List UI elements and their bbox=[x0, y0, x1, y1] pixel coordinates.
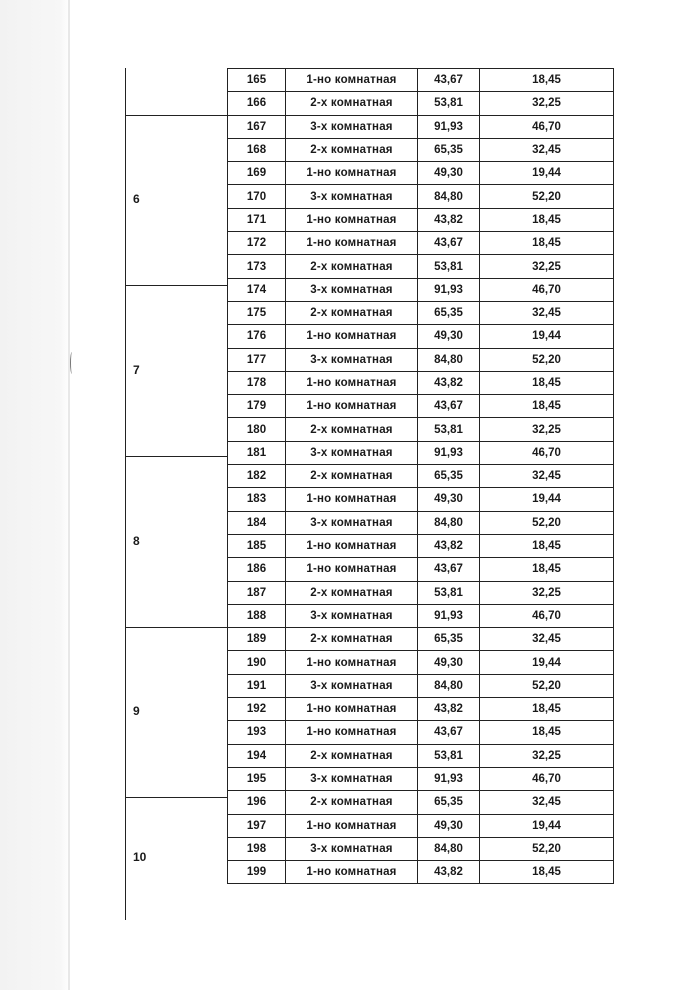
apartment-number-cell: 170 bbox=[228, 185, 286, 208]
room-type-cell: 1-но комнатная bbox=[286, 651, 418, 674]
total-area-cell: 43,82 bbox=[418, 534, 480, 557]
total-area-cell: 65,35 bbox=[418, 301, 480, 324]
living-area-cell: 32,25 bbox=[480, 92, 614, 115]
total-area-cell: 49,30 bbox=[418, 651, 480, 674]
table-row bbox=[228, 395, 614, 418]
room-type-cell: 2-х комнатная bbox=[286, 92, 418, 115]
total-area-cell: 53,81 bbox=[418, 744, 480, 767]
living-area-cell: 52,20 bbox=[480, 511, 614, 534]
apartment-number-cell: 179 bbox=[228, 395, 286, 418]
living-area-cell: 46,70 bbox=[480, 767, 614, 790]
living-area-cell: 19,44 bbox=[480, 325, 614, 348]
table-row bbox=[228, 185, 614, 208]
room-type-cell: 3-х комнатная bbox=[286, 185, 418, 208]
room-type-cell: 1-но комнатная bbox=[286, 861, 418, 884]
living-area-cell: 52,20 bbox=[480, 674, 614, 697]
apartment-number-cell: 193 bbox=[228, 721, 286, 744]
room-type-cell: 2-х комнатная bbox=[286, 418, 418, 441]
living-area-cell: 32,25 bbox=[480, 418, 614, 441]
table-row bbox=[228, 255, 614, 278]
room-type-cell: 1-но комнатная bbox=[286, 69, 418, 92]
living-area-cell: 52,20 bbox=[480, 837, 614, 860]
floor-label-8: 8 bbox=[133, 534, 140, 548]
floor-separator bbox=[125, 797, 227, 798]
table-row bbox=[228, 69, 614, 92]
table-row bbox=[228, 441, 614, 464]
apartment-number-cell: 198 bbox=[228, 837, 286, 860]
apartment-number-cell: 169 bbox=[228, 162, 286, 185]
apartment-number-cell: 166 bbox=[228, 92, 286, 115]
table-row bbox=[228, 628, 614, 651]
total-area-cell: 43,67 bbox=[418, 395, 480, 418]
table-row bbox=[228, 301, 614, 324]
floor-label-6: 6 bbox=[133, 192, 140, 206]
table-row bbox=[228, 721, 614, 744]
table-row bbox=[228, 767, 614, 790]
table-row bbox=[228, 814, 614, 837]
apartment-number-cell: 194 bbox=[228, 744, 286, 767]
page-crease bbox=[68, 0, 70, 990]
room-type-cell: 1-но комнатная bbox=[286, 534, 418, 557]
total-area-cell: 65,35 bbox=[418, 791, 480, 814]
living-area-cell: 18,45 bbox=[480, 558, 614, 581]
room-type-cell: 3-х комнатная bbox=[286, 837, 418, 860]
total-area-cell: 49,30 bbox=[418, 488, 480, 511]
apartment-number-cell: 183 bbox=[228, 488, 286, 511]
room-type-cell: 1-но комнатная bbox=[286, 558, 418, 581]
room-type-cell: 3-х комнатная bbox=[286, 278, 418, 301]
apartment-number-cell: 168 bbox=[228, 138, 286, 161]
living-area-cell: 32,45 bbox=[480, 628, 614, 651]
living-area-cell: 32,45 bbox=[480, 301, 614, 324]
total-area-cell: 53,81 bbox=[418, 92, 480, 115]
total-area-cell: 43,82 bbox=[418, 861, 480, 884]
room-type-cell: 1-но комнатная bbox=[286, 208, 418, 231]
living-area-cell: 19,44 bbox=[480, 814, 614, 837]
living-area-cell: 46,70 bbox=[480, 441, 614, 464]
total-area-cell: 84,80 bbox=[418, 511, 480, 534]
apartment-number-cell: 167 bbox=[228, 115, 286, 138]
room-type-cell: 3-х комнатная bbox=[286, 604, 418, 627]
apartment-number-cell: 188 bbox=[228, 604, 286, 627]
table-row bbox=[228, 534, 614, 557]
living-area-cell: 18,45 bbox=[480, 371, 614, 394]
total-area-cell: 91,93 bbox=[418, 115, 480, 138]
total-area-cell: 43,82 bbox=[418, 208, 480, 231]
table-row bbox=[228, 465, 614, 488]
living-area-cell: 18,45 bbox=[480, 232, 614, 255]
room-type-cell: 2-х комнатная bbox=[286, 465, 418, 488]
room-type-cell: 2-х комнатная bbox=[286, 138, 418, 161]
total-area-cell: 53,81 bbox=[418, 581, 480, 604]
total-area-cell: 84,80 bbox=[418, 837, 480, 860]
floor-separator bbox=[125, 115, 227, 116]
apartment-number-cell: 186 bbox=[228, 558, 286, 581]
apartment-number-cell: 196 bbox=[228, 791, 286, 814]
table-row bbox=[228, 674, 614, 697]
living-area-cell: 18,45 bbox=[480, 721, 614, 744]
table-row bbox=[228, 651, 614, 674]
table-row bbox=[228, 604, 614, 627]
table-row bbox=[228, 791, 614, 814]
living-area-cell: 32,45 bbox=[480, 465, 614, 488]
table-row bbox=[228, 698, 614, 721]
table-row bbox=[228, 348, 614, 371]
living-area-cell: 18,45 bbox=[480, 208, 614, 231]
apartment-number-cell: 184 bbox=[228, 511, 286, 534]
apartments-table-body bbox=[228, 69, 614, 884]
table-row bbox=[228, 488, 614, 511]
room-type-cell: 2-х комнатная bbox=[286, 791, 418, 814]
living-area-cell: 32,25 bbox=[480, 255, 614, 278]
apartment-number-cell: 172 bbox=[228, 232, 286, 255]
living-area-cell: 46,70 bbox=[480, 604, 614, 627]
room-type-cell: 2-х комнатная bbox=[286, 744, 418, 767]
room-type-cell: 3-х комнатная bbox=[286, 115, 418, 138]
room-type-cell: 1-но комнатная bbox=[286, 325, 418, 348]
floor-separator bbox=[125, 285, 227, 286]
apartment-number-cell: 180 bbox=[228, 418, 286, 441]
table-row bbox=[228, 278, 614, 301]
living-area-cell: 46,70 bbox=[480, 115, 614, 138]
total-area-cell: 84,80 bbox=[418, 348, 480, 371]
total-area-cell: 91,93 bbox=[418, 278, 480, 301]
apartment-number-cell: 178 bbox=[228, 371, 286, 394]
floor-separator bbox=[125, 456, 227, 457]
room-type-cell: 2-х комнатная bbox=[286, 255, 418, 278]
apartment-number-cell: 171 bbox=[228, 208, 286, 231]
apartment-number-cell: 175 bbox=[228, 301, 286, 324]
floor-label-7: 7 bbox=[133, 363, 140, 377]
living-area-cell: 52,20 bbox=[480, 185, 614, 208]
apartment-number-cell: 192 bbox=[228, 698, 286, 721]
table-row bbox=[228, 744, 614, 767]
apartment-number-cell: 177 bbox=[228, 348, 286, 371]
table-row bbox=[228, 92, 614, 115]
apartment-number-cell: 165 bbox=[228, 69, 286, 92]
room-type-cell: 2-х комнатная bbox=[286, 628, 418, 651]
room-type-cell: 3-х комнатная bbox=[286, 348, 418, 371]
table-row bbox=[228, 837, 614, 860]
total-area-cell: 84,80 bbox=[418, 185, 480, 208]
table-row bbox=[228, 581, 614, 604]
room-type-cell: 2-х комнатная bbox=[286, 301, 418, 324]
living-area-cell: 18,45 bbox=[480, 861, 614, 884]
room-type-cell: 1-но комнатная bbox=[286, 371, 418, 394]
room-type-cell: 1-но комнатная bbox=[286, 232, 418, 255]
apartment-number-cell: 190 bbox=[228, 651, 286, 674]
apartment-number-cell: 185 bbox=[228, 534, 286, 557]
total-area-cell: 49,30 bbox=[418, 162, 480, 185]
apartment-number-cell: 173 bbox=[228, 255, 286, 278]
total-area-cell: 53,81 bbox=[418, 418, 480, 441]
table-row bbox=[228, 232, 614, 255]
table-row bbox=[228, 558, 614, 581]
table-row bbox=[228, 861, 614, 884]
room-type-cell: 3-х комнатная bbox=[286, 511, 418, 534]
living-area-cell: 18,45 bbox=[480, 534, 614, 557]
apartment-number-cell: 176 bbox=[228, 325, 286, 348]
apartment-number-cell: 199 bbox=[228, 861, 286, 884]
page-binding-edge bbox=[0, 0, 70, 990]
table-row bbox=[228, 325, 614, 348]
floor-separator bbox=[125, 627, 227, 628]
room-type-cell: 1-но комнатная bbox=[286, 162, 418, 185]
living-area-cell: 32,45 bbox=[480, 791, 614, 814]
total-area-cell: 49,30 bbox=[418, 325, 480, 348]
room-type-cell: 3-х комнатная bbox=[286, 441, 418, 464]
table-row bbox=[228, 162, 614, 185]
total-area-cell: 43,82 bbox=[418, 371, 480, 394]
apartment-number-cell: 195 bbox=[228, 767, 286, 790]
total-area-cell: 49,30 bbox=[418, 814, 480, 837]
living-area-cell: 32,45 bbox=[480, 138, 614, 161]
living-area-cell: 19,44 bbox=[480, 488, 614, 511]
table-row bbox=[228, 208, 614, 231]
total-area-cell: 91,93 bbox=[418, 767, 480, 790]
apartment-number-cell: 197 bbox=[228, 814, 286, 837]
apartment-number-cell: 191 bbox=[228, 674, 286, 697]
total-area-cell: 43,67 bbox=[418, 232, 480, 255]
living-area-cell: 32,25 bbox=[480, 581, 614, 604]
room-type-cell: 1-но комнатная bbox=[286, 395, 418, 418]
room-type-cell: 1-но комнатная bbox=[286, 814, 418, 837]
apartments-table bbox=[227, 68, 614, 884]
table-row bbox=[228, 138, 614, 161]
floor-column-border bbox=[125, 68, 126, 920]
apartment-number-cell: 174 bbox=[228, 278, 286, 301]
total-area-cell: 65,35 bbox=[418, 138, 480, 161]
living-area-cell: 52,20 bbox=[480, 348, 614, 371]
living-area-cell: 18,45 bbox=[480, 69, 614, 92]
living-area-cell: 32,25 bbox=[480, 744, 614, 767]
total-area-cell: 43,82 bbox=[418, 698, 480, 721]
total-area-cell: 65,35 bbox=[418, 465, 480, 488]
table-row bbox=[228, 371, 614, 394]
living-area-cell: 19,44 bbox=[480, 162, 614, 185]
table-row bbox=[228, 115, 614, 138]
total-area-cell: 43,67 bbox=[418, 558, 480, 581]
room-type-cell: 1-но комнатная bbox=[286, 488, 418, 511]
room-type-cell: 2-х комнатная bbox=[286, 581, 418, 604]
apartment-number-cell: 189 bbox=[228, 628, 286, 651]
living-area-cell: 46,70 bbox=[480, 278, 614, 301]
total-area-cell: 53,81 bbox=[418, 255, 480, 278]
total-area-cell: 43,67 bbox=[418, 721, 480, 744]
apartment-number-cell: 187 bbox=[228, 581, 286, 604]
room-type-cell: 3-х комнатная bbox=[286, 767, 418, 790]
total-area-cell: 91,93 bbox=[418, 604, 480, 627]
floor-label-10: 10 bbox=[133, 850, 147, 864]
total-area-cell: 43,67 bbox=[418, 69, 480, 92]
room-type-cell: 3-х комнатная bbox=[286, 674, 418, 697]
floor-label-9: 9 bbox=[133, 704, 140, 718]
total-area-cell: 65,35 bbox=[418, 628, 480, 651]
table-row bbox=[228, 511, 614, 534]
total-area-cell: 91,93 bbox=[418, 441, 480, 464]
living-area-cell: 19,44 bbox=[480, 651, 614, 674]
room-type-cell: 1-но комнатная bbox=[286, 698, 418, 721]
apartment-number-cell: 181 bbox=[228, 441, 286, 464]
living-area-cell: 18,45 bbox=[480, 395, 614, 418]
margin-pencil-mark bbox=[70, 352, 74, 374]
apartment-number-cell: 182 bbox=[228, 465, 286, 488]
room-type-cell: 1-но комнатная bbox=[286, 721, 418, 744]
living-area-cell: 18,45 bbox=[480, 698, 614, 721]
total-area-cell: 84,80 bbox=[418, 674, 480, 697]
table-row bbox=[228, 418, 614, 441]
